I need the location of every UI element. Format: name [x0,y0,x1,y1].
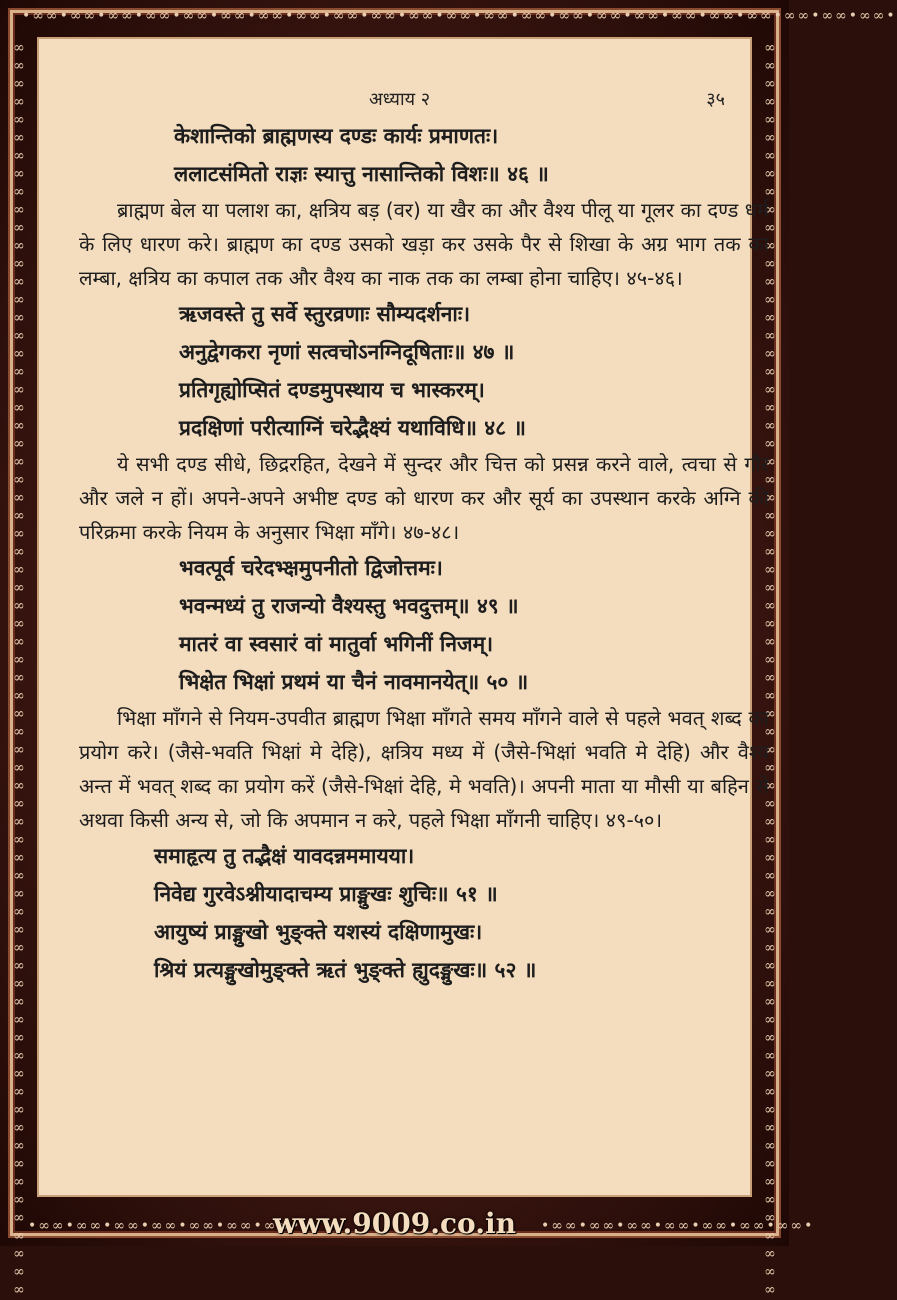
verse-line: श्रियं प्रत्यङ्मुखोमुङ्क्ते ऋतं भुङ्क्ते ह्युदङ्मुखः॥ ५२ ॥ [154,958,537,982]
commentary-paragraph: ब्राह्मण बेल या पलाश का, क्षत्रिय बड़ (वर) या खैर का और वैश्य पीलू या गूलर का दण्ड धर्म के लिए धारण करे। ब्राह्मण का दण्ड उसको खड़ा कर उसके पैर से शिखा के अग्र भाग तक का लम्बा, क्षत्रिय का कपाल तक और वैश्य का नाक तक का लम्बा होना चाहिए। ४५-४६। [79,198,769,290]
verse-block [79,117,769,193]
verse-line: प्रतिगृह्योप्सितं दण्डमुपस्थाय च भास्करम्। [179,378,485,402]
commentary-paragraph: ये सभी दण्ड सीधे, छिद्ररहित, देखने में सुन्दर और चित्त को प्रसन्न करने वाले, त्वचा से गौर और जले न हों। अपने-अपने अभीष्ट दण्ड को धारण कर और सूर्य का उपस्थान करके अग्नि की परिक्रमा करके नियम के अनुसार भिक्षा माँगे। ४७-४८। [79,452,769,544]
verse-line: ऋजवस्ते तु सर्वे स्तुरव्रणाः सौम्यदर्शनाः। [179,302,471,326]
verse-line: केशान्तिको ब्राह्मणस्य दण्डः कार्यः प्रमाणतः। [174,124,499,148]
verse-line: भवत्पूर्व चरेदभ्क्षमुपनीतो द्विजोत्तमः। [179,556,443,580]
ornament-bottom-right: •∞∞•∞∞•∞∞•∞∞•∞∞•∞∞•∞∞• [541,1218,815,1234]
verse-block [79,295,769,447]
verse-line: मातरं वा स्वसारं वां मातुर्वा भगिनीं निजम्। [179,632,494,656]
page-content [79,117,769,989]
verse-line: अनुद्वेगकरा नृणां सत्वचोऽनग्निदूषिताः॥ ४७ ॥ [179,340,515,364]
website-watermark: www.9009.co.in [273,1207,516,1240]
commentary-paragraph: भिक्षा माँगने से नियम-उपवीत ब्राह्मण भिक्षा माँगते समय माँगने वाले से पहले भवत् शब्द का प्रयोग करे। (जैसे-भवति भिक्षां मे देहि), क्षत्रिय मध्य में (जैसे-भिक्षां भवति मे देहि) और वैश्य अन्त में भवत् शब्द का प्रयोग करें (जैसे-भिक्षां देहि, मे भवति)। अपनी माता या मौसी या बहिन से अथवा किसी अन्य से, जो कि अपमान न करे, पहले भिक्षा माँगनी चाहिए। ४९-५०। [79,706,769,832]
verse-line: निवेद्य गुरवेऽश्नीयादाचम्य प्राङ्मुखः शुचिः॥ ५१ ॥ [154,882,498,906]
verse-line: आयुष्यं प्राङ्मुखो भुङ्क्ते यशस्यं दक्षिणामुखः। [154,920,483,944]
verse-line: समाहृत्य तु तद्भैक्षं यावदन्नममायया। [154,844,415,868]
page-header [39,87,750,111]
book-page [37,37,769,1197]
verse-line: भिक्षेत भिक्षां प्रथमं या चैनं नावमानयेत्॥ ५० ॥ [179,670,529,694]
ornament-right: ∞∞∞∞∞∞∞∞∞∞∞∞∞∞∞∞∞∞∞∞∞∞∞∞∞∞∞∞∞∞∞∞∞∞∞∞∞∞∞∞∞∞∞∞∞∞∞∞∞∞∞∞∞∞∞∞∞∞∞∞∞∞∞∞∞∞∞∞∞∞ [762,40,778,1300]
chapter-title: अध्याय २ [369,89,431,110]
verse-line: भवन्मध्यं तु राजन्यो वैश्यस्तु भवदुत्तम्॥ ४९ ॥ [179,594,519,618]
verse-block [79,837,769,989]
verse-block [79,549,769,701]
verse-line: ललाटसंमितो राज्ञः स्यात्तु नासान्तिको विशः॥ ४६ ॥ [174,162,549,186]
ornament-bottom-left: •∞∞•∞∞•∞∞•∞∞•∞∞•∞∞•∞∞• [28,1218,302,1234]
page-number: ३५ [706,89,725,110]
ornament-top: •∞∞•∞∞•∞∞•∞∞•∞∞•∞∞•∞∞•∞∞•∞∞•∞∞•∞∞•∞∞•∞∞•∞∞•∞∞•∞∞•∞∞•∞∞•∞∞•∞∞•∞∞•∞∞•∞∞• [22,8,897,24]
ornament-left: ∞∞∞∞∞∞∞∞∞∞∞∞∞∞∞∞∞∞∞∞∞∞∞∞∞∞∞∞∞∞∞∞∞∞∞∞∞∞∞∞∞∞∞∞∞∞∞∞∞∞∞∞∞∞∞∞∞∞∞∞∞∞∞∞∞∞∞∞∞∞ [11,40,27,1300]
verse-line: प्रदक्षिणां परीत्याग्निं चरेद्भैक्ष्यं यथाविधि॥ ४८ ॥ [179,416,526,440]
